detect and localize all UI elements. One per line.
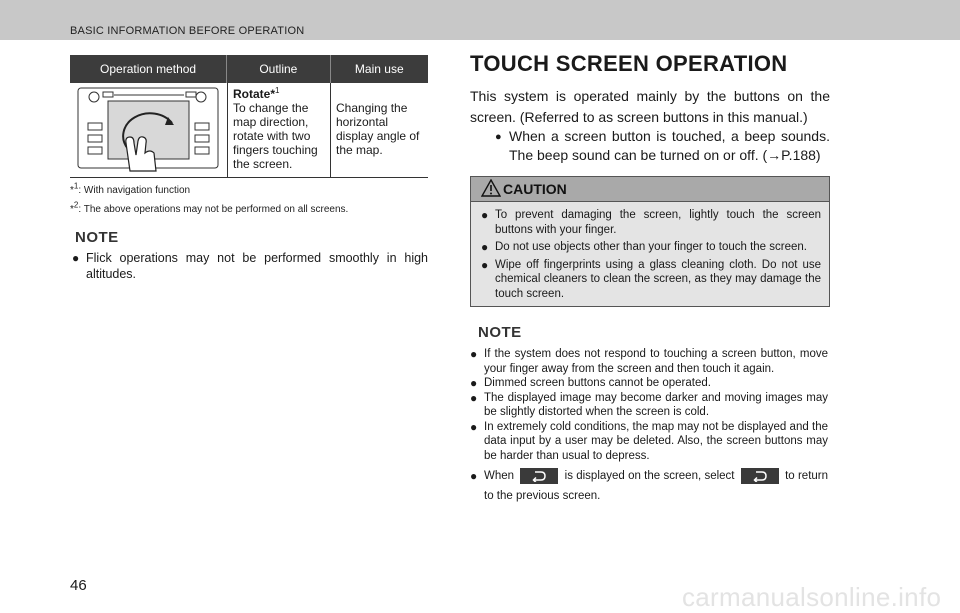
list-item: ● Flick operations may not be performed smoothly in high altitudes.: [72, 250, 428, 282]
right-note-body: [470, 347, 828, 506]
left-note-body: [72, 250, 428, 282]
intro-paragraph: This system is operated mainly by the buttons on the screen. (Referred to as screen buttons in this manual.): [470, 88, 830, 125]
page-title: TOUCH SCREEN OPERATION: [470, 51, 788, 76]
caution-body: [471, 202, 829, 301]
list-item: [470, 466, 828, 506]
list-item: ● If the system does not respond to touching a screen button, move your finger away from the screen and then touch it again.: [470, 347, 828, 376]
warning-triangle-icon: [481, 179, 501, 197]
caution-box: [470, 176, 830, 307]
section-header: BASIC INFORMATION BEFORE OPERATION: [70, 25, 305, 37]
rotate-title: Rotate*: [233, 87, 276, 101]
list-item: ● Dimmed screen buttons cannot be operated.: [470, 376, 828, 391]
outline-cell: [227, 83, 330, 177]
footnote-text: : With navigation function: [78, 185, 191, 196]
column-header-operation-method: Operation method: [70, 55, 227, 83]
footnote-text: : The above operations may not be performed on all screens.: [78, 204, 349, 215]
footnote-ref: 1: [275, 86, 280, 95]
rotate-gesture-illustration: [70, 83, 227, 177]
caution-header: [471, 177, 829, 202]
table-row: [70, 83, 428, 178]
footnote-2: [70, 200, 349, 215]
right-note-title: NOTE: [478, 324, 522, 341]
outline-text: To change the map direction, rotate with two fingers touching the screen.: [233, 101, 318, 171]
list-item: ● When a screen button is touched, a beep sounds. The beep sound can be turned on or off. (→P.188): [495, 127, 830, 165]
top-header-bar: [0, 0, 960, 40]
table-header: [70, 55, 428, 83]
list-item: ● Do not use objects other than your finger to touch the screen.: [481, 240, 821, 255]
column-header-main-use: Main use: [354, 62, 404, 76]
footnote-sup: 1: [73, 181, 79, 191]
note-text: to return to the previous screen.: [484, 470, 829, 502]
footnote-mark: *: [70, 185, 74, 196]
back-arrow-icon: [741, 468, 779, 484]
watermark-text: carmanualsonline.info: [682, 582, 942, 612]
left-note-title: NOTE: [75, 229, 119, 246]
main-use-cell: Changing the horizontal display angle of the map.: [330, 83, 428, 177]
column-header-outline: Outline: [227, 55, 330, 83]
note-text: When: [484, 470, 515, 482]
list-item: ● The displayed image may become darker and moving images may be slightly distorted when the screen is cold.: [470, 391, 828, 420]
back-arrow-icon: [520, 468, 558, 484]
footnote-sup: 2: [73, 200, 79, 210]
page-number: 46: [70, 577, 87, 594]
list-item: ● To prevent damaging the screen, lightly touch the screen buttons with your finger.: [481, 208, 821, 237]
footnote-mark: *: [70, 204, 74, 215]
list-item: ● Wipe off fingerprints using a glass cleaning cloth. Do not use chemical cleaners to clean the screen, as they may damage the touch screen.: [481, 258, 821, 302]
list-item: ● In extremely cold conditions, the map may not be displayed and the data input by a user may be deleted. Also, the screen buttons may be harder than usual to depress.: [470, 420, 828, 464]
operation-table: [70, 55, 428, 178]
note-text: is displayed on the screen, select: [564, 470, 735, 482]
intro-bullet: [495, 127, 830, 165]
caution-title: CAUTION: [503, 181, 567, 197]
footnote-1: [70, 181, 191, 196]
